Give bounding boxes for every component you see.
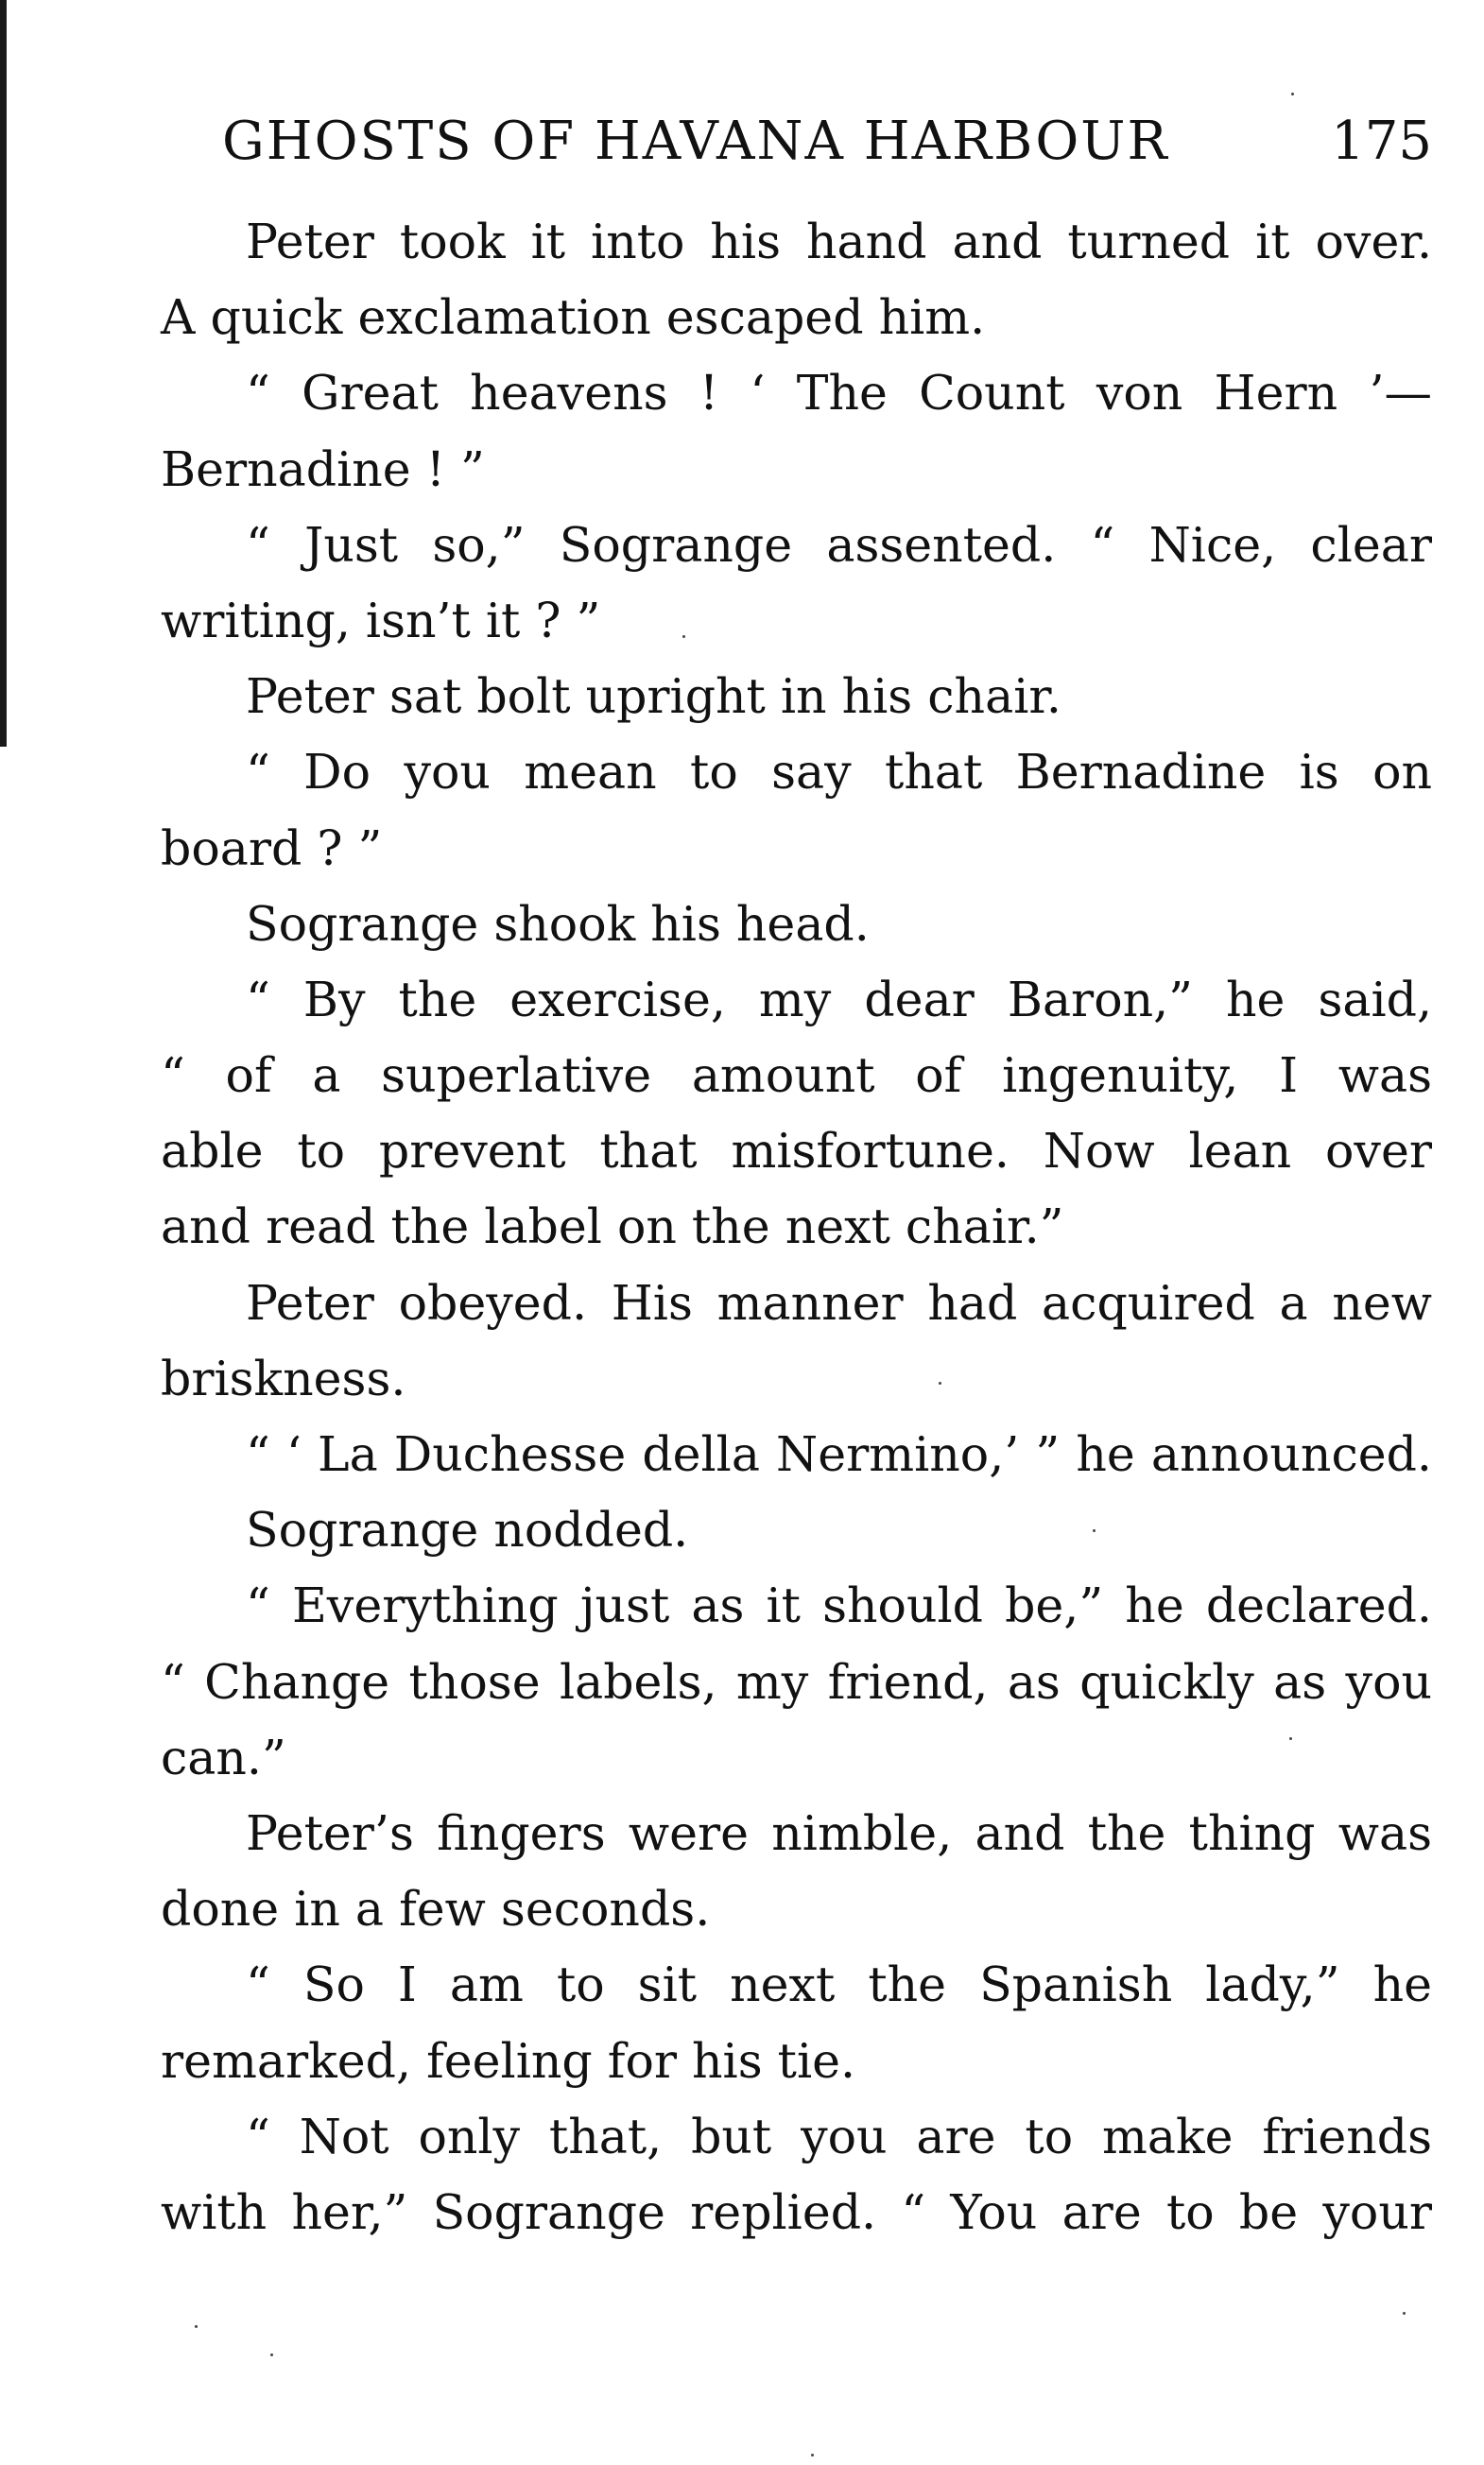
scan-speck bbox=[1403, 2312, 1406, 2315]
text-line: “ Change those labels, my friend, as quickly as you bbox=[161, 1653, 1432, 1710]
text-line: done in a few seconds. bbox=[161, 1881, 711, 1938]
page-number: 175 bbox=[1331, 111, 1432, 172]
text-line: Sogrange nodded. bbox=[246, 1502, 689, 1559]
text-line: A quick exclamation escaped him. bbox=[161, 289, 986, 346]
scan-speck bbox=[1291, 93, 1294, 95]
text-line: Peter’s fingers were nimble, and the thing was bbox=[246, 1804, 1432, 1861]
scan-speck bbox=[195, 2325, 198, 2328]
body-text bbox=[161, 204, 1432, 2250]
text-line: “ Everything just as it should be,” he declared. bbox=[246, 1577, 1432, 1634]
running-title: GHOSTS OF HAVANA HARBOUR bbox=[222, 111, 1169, 172]
text-line: “ So I am to sit next the Spanish lady,” he bbox=[246, 1956, 1432, 2013]
text-line: board ? ” bbox=[161, 819, 383, 876]
scan-speck bbox=[1289, 1737, 1292, 1740]
text-line: “ By the exercise, my dear Baron,” he said, bbox=[246, 971, 1432, 1027]
text-line: “ Do you mean to say that Bernadine is on bbox=[246, 744, 1432, 801]
text-line: Peter took it into his hand and turned it over. bbox=[246, 214, 1432, 269]
text-line: “ Just so,” Sogrange assented. “ Nice, clear bbox=[246, 516, 1432, 573]
scan-speck bbox=[1093, 1529, 1096, 1532]
text-line: “ ‘ La Duchesse della Nermino,’ ” he announced. bbox=[246, 1426, 1432, 1482]
text-line: can.” bbox=[161, 1729, 286, 1785]
text-line: Bernadine ! ” bbox=[161, 440, 485, 497]
text-line: with her,” Sogrange replied. “ You are to be your bbox=[161, 2183, 1432, 2240]
text-line: remarked, feeling for his tie. bbox=[161, 2032, 856, 2089]
text-line: Peter sat bolt upright in his chair. bbox=[246, 668, 1061, 725]
text-line: writing, isn’t it ? ” bbox=[161, 592, 601, 648]
text-line: briskness. bbox=[161, 1350, 406, 1406]
scan-edge-shadow bbox=[0, 0, 7, 747]
scan-speck bbox=[682, 635, 685, 638]
scan-speck bbox=[939, 1382, 941, 1385]
scan-speck bbox=[270, 2353, 273, 2356]
text-line: Peter obeyed. His manner had acquired a new bbox=[246, 1274, 1432, 1331]
text-line: “ Great heavens ! ‘ The Count von Hern ’— bbox=[246, 365, 1432, 422]
text-line: “ of a superlative amount of ingenuity, I was bbox=[161, 1047, 1432, 1104]
text-line: “ Not only that, but you are to make friends bbox=[246, 2108, 1432, 2164]
scan-speck bbox=[811, 2454, 814, 2456]
text-line: Sogrange shook his head. bbox=[246, 895, 870, 952]
book-page bbox=[161, 104, 1432, 2250]
text-line: and read the label on the next chair.” bbox=[161, 1198, 1064, 1255]
running-head bbox=[161, 104, 1432, 180]
text-line: able to prevent that misfortune. Now lean over bbox=[161, 1123, 1432, 1180]
